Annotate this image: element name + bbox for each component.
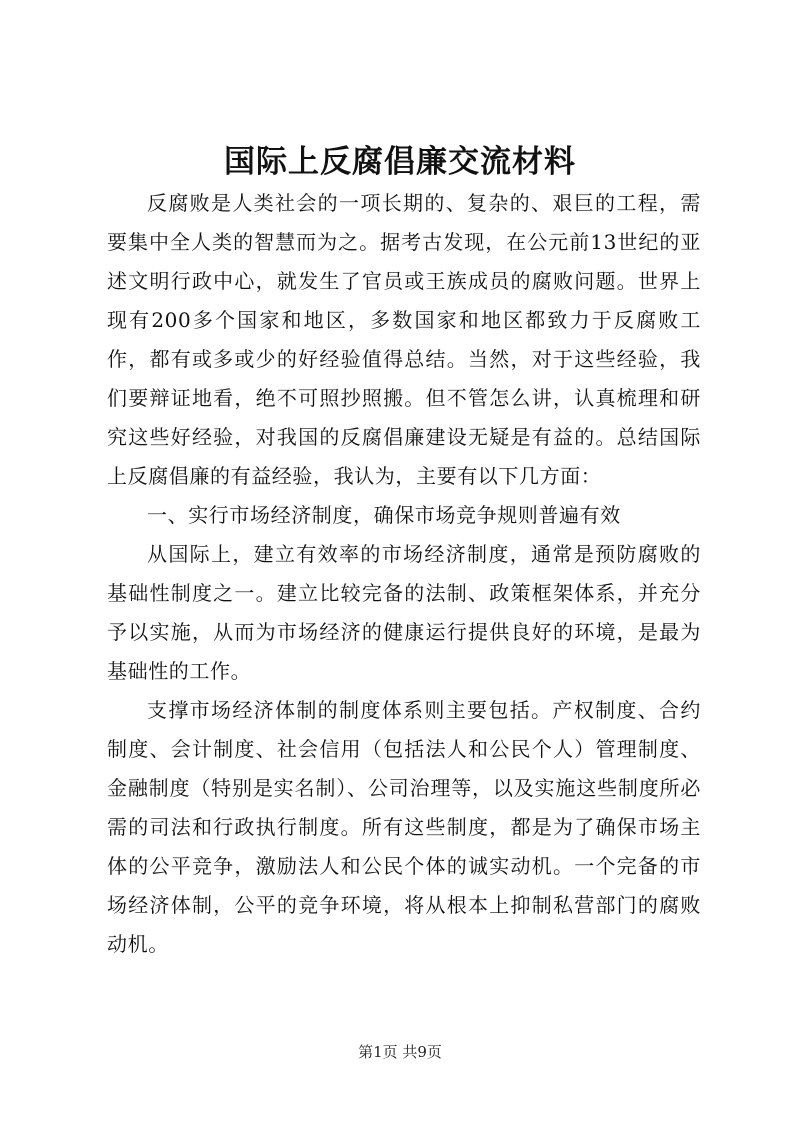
page-footer: 第1页 共9页: [358, 1043, 442, 1061]
document-body: [107, 184, 701, 964]
document-title: 国际上反腐倡廉交流材料: [224, 144, 576, 180]
section-heading-1: 一、实行市场经济制度，确保市场竞争规则普遍有效: [147, 503, 621, 527]
paragraph-market-economy: 从国际上，建立有效率的市场经济制度，通常是预防腐败的基础性制度之一。建立比较完备的法制、政策框架体系，并充分予以实施，从而为市场经济的健康运行提供良好的环境，是最为基础性的工作。: [107, 542, 701, 683]
paragraph-institutional-system: 支撑市场经济体制的制度体系则主要包括。产权制度、合约制度、会计制度、社会信用（包括法人和公民个人）管理制度、金融制度（特别是实名制）、公司治理等，以及实施这些制度所必需的司法和行政执行制度。所有这些制度，都是为了确保市场主体的公平竞争，激励法人和公民个体的诚实动机。一个完备的市场经济体制，公平的竞争环境，将从根本上抑制私营部门的腐败动机。: [107, 698, 701, 956]
paragraph-intro: 反腐败是人类社会的一项长期的、复杂的、艰巨的工程，需要集中全人类的智慧而为之。据考古发现，在公元前13世纪的亚述文明行政中心，就发生了官员或王族成员的腐败问题。世界上现有200多个国家和地区，多数国家和地区都致力于反腐败工作，都有或多或少的好经验值得总结。当然，对于这些经验，我们要辩证地看，绝不可照抄照搬。但不管怎么讲，认真梳理和研究这些好经验，对我国的反腐倡廉建设无疑是有益的。总结国际上反腐倡廉的有益经验，我认为，主要有以下几方面：: [107, 191, 701, 488]
